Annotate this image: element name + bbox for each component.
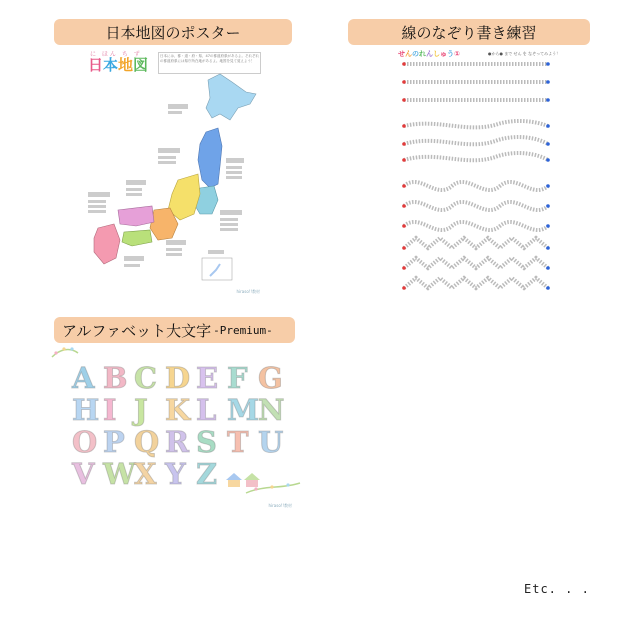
- map-region-tohoku: [198, 128, 222, 188]
- map-title-char: 本: [103, 56, 119, 74]
- map-title-char: 日: [88, 56, 104, 74]
- map-region-chugoku: [118, 206, 154, 226]
- trace-end-dot: [546, 184, 550, 188]
- trace-start-dot: [402, 204, 406, 208]
- alphabet-letter-h: H: [72, 393, 100, 427]
- alphabet-letter-b: B: [103, 361, 128, 395]
- alphabet-letter-f: F: [227, 361, 248, 395]
- tracing-lines: [398, 48, 561, 298]
- map-credit: hiraso!!教材: [236, 289, 260, 294]
- trace-start-dot: [402, 224, 406, 228]
- trace-end-dot: [546, 62, 550, 66]
- trace-title-char: し: [433, 50, 440, 58]
- trace-end-dot: [546, 266, 550, 270]
- map-region-shikoku: [122, 230, 152, 246]
- alphabet-letter-c: C: [134, 361, 158, 395]
- trace-title-char: せ: [398, 50, 405, 58]
- trace-start-dot: [402, 184, 406, 188]
- alphabet-letter-w: W: [103, 457, 136, 491]
- trace-title-char: ①: [454, 50, 460, 58]
- trace-end-dot: [546, 124, 550, 128]
- trace-group-curves-gentle: [404, 121, 548, 160]
- alphabet-letter-u: U: [258, 425, 284, 459]
- trace-end-dot: [546, 158, 550, 162]
- alphabet-letter-r: R: [165, 425, 190, 459]
- alphabet-letter-y: Y: [165, 457, 186, 491]
- trace-end-dot: [546, 98, 550, 102]
- trace-end-dot: [546, 80, 550, 84]
- trace-group-zigzag: [404, 238, 548, 288]
- trace-start-dot: [402, 142, 406, 146]
- etc-text: Etc. . .: [524, 582, 590, 596]
- line-tracing-label: 線のなぞり書き練習: [348, 19, 590, 45]
- alphabet-letter-k: K: [165, 393, 191, 427]
- trace-start-dot: [402, 80, 406, 84]
- map-title-char: 地: [118, 56, 134, 74]
- japan-map-poster[interactable]: [80, 48, 266, 298]
- alphabet-letter-d: D: [165, 361, 191, 395]
- trace-start-dot: [402, 286, 406, 290]
- japan-map-illustration: [80, 48, 266, 298]
- map-title-ruby: に ほん ち ず: [90, 51, 142, 58]
- trace-title-char: れ: [419, 50, 426, 58]
- line-tracing-worksheet[interactable]: [398, 48, 561, 298]
- trace-end-dot: [546, 204, 550, 208]
- trace-start-dot: [402, 158, 406, 162]
- alphabet-letter-n: N: [258, 393, 285, 427]
- trace-title-char: の: [412, 50, 419, 58]
- alphabet-letter-q: Q: [134, 425, 160, 459]
- trace-title-char: ん: [426, 50, 433, 58]
- alphabet-uppercase-poster[interactable]: [50, 343, 306, 515]
- map-region-hokkaido: [206, 74, 256, 120]
- trace-end-dot: [546, 246, 550, 250]
- alphabet-letter-x: X: [134, 457, 157, 491]
- trace-title-char: う: [447, 50, 454, 58]
- map-poster-label: 日本地図のポスター: [54, 19, 292, 45]
- trace-group-waves: [404, 182, 548, 230]
- alphabet-letter-z: Z: [196, 457, 218, 491]
- alphabet-letter-t: T: [227, 425, 249, 459]
- trace-title-char: ん: [405, 50, 412, 58]
- map-region-kyushu: [94, 224, 120, 264]
- alphabet-label-premium: -Premium-: [213, 323, 273, 337]
- trace-start-dot: [402, 266, 406, 270]
- alphabet-letter-j: J: [134, 393, 148, 427]
- trace-instruction: ●から● まで せん を なぞってみよう！: [488, 51, 561, 56]
- alphabet-uppercase-label: [54, 317, 295, 343]
- alphabet-letter-e: E: [196, 361, 219, 395]
- alphabet-letter-l: L: [196, 393, 217, 427]
- alphabet-letter-v: V: [72, 457, 95, 491]
- alphabet-letter-o: O: [72, 425, 98, 459]
- alphabet-label-main: アルファベット大文字: [62, 321, 212, 340]
- trace-end-dot: [546, 286, 550, 290]
- alphabet-letter-p: P: [103, 425, 125, 459]
- trace-start-dot: [402, 62, 406, 66]
- trace-end-dot: [546, 142, 550, 146]
- map-note: 日本には、都・道・府・県、47の都道府県があるよ。それぞれの都道府県には県庁所在地があるよ。地図を見て覚えよう！: [158, 52, 261, 74]
- trace-start-dot: [402, 246, 406, 250]
- trace-start-dot: [402, 124, 406, 128]
- alphabet-letter-i: I: [103, 393, 117, 427]
- trace-title-char: ゅ: [440, 50, 447, 58]
- trace-end-dot: [546, 224, 550, 228]
- map-title-char: 図: [133, 56, 149, 74]
- alphabet-letter-m: M: [227, 393, 260, 427]
- alphabet-credit: hiraso!!教材: [268, 503, 292, 508]
- alphabet-letter-a: A: [72, 361, 95, 395]
- alphabet-letter-g: G: [258, 361, 283, 395]
- trace-group-straight: [404, 64, 548, 100]
- alphabet-letter-s: S: [196, 425, 217, 459]
- trace-start-dot: [402, 98, 406, 102]
